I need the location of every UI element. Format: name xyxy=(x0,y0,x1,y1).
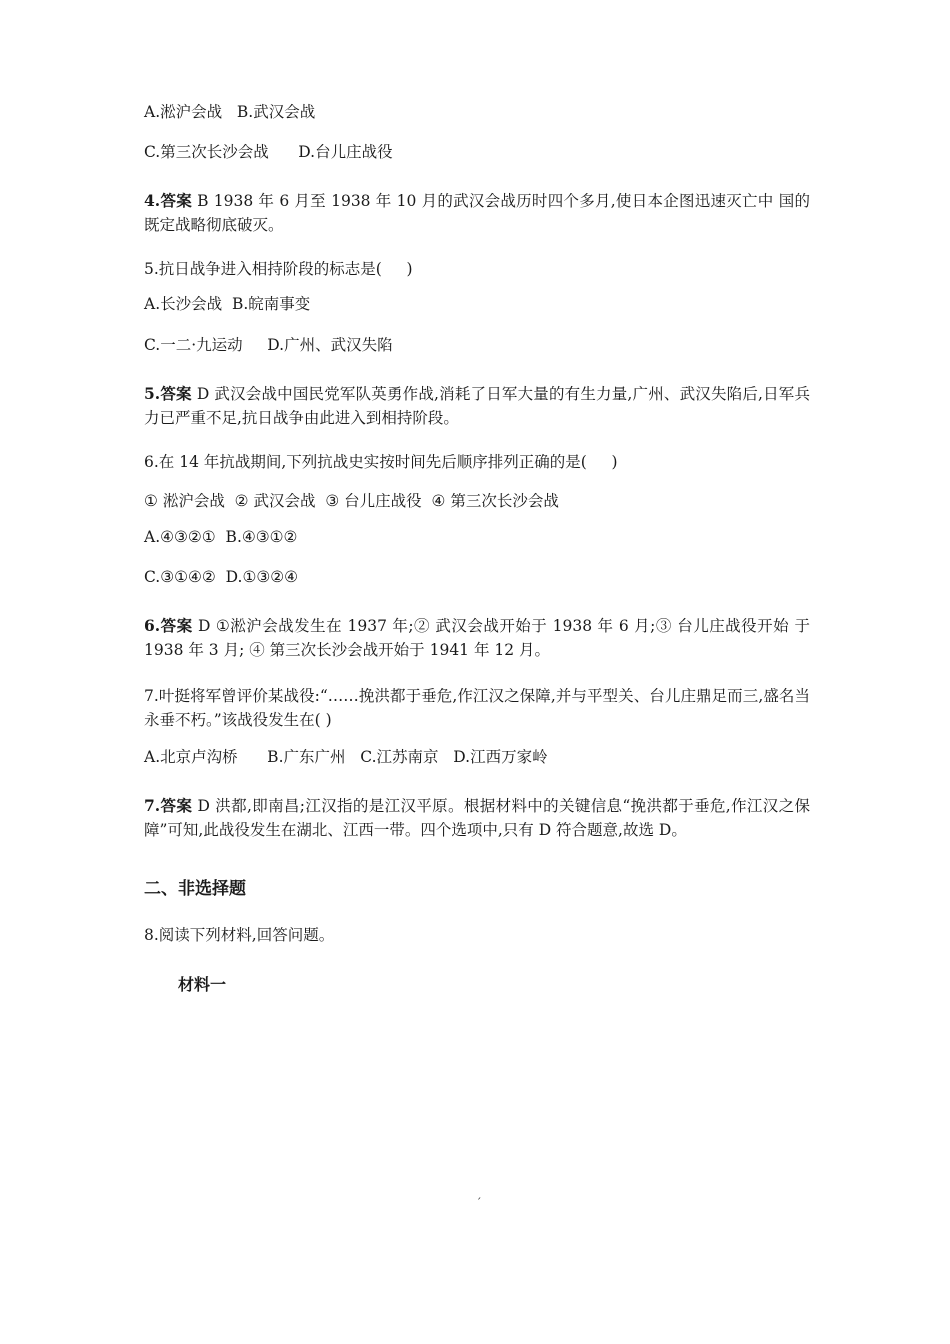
answer-4-text: B 1938 年 6 月至 1938 年 10 月的武汉会战历时四个多月,使日本企图迅速灭亡中 国的既定战略彻底破灭。 xyxy=(144,192,810,234)
answer-7 xyxy=(144,794,810,842)
answer-4 xyxy=(144,189,810,237)
q6-options-ab: A.④③②① B.④③①② xyxy=(144,528,298,546)
answer-5 xyxy=(144,382,810,430)
answer-6-label: 6.答案 xyxy=(144,616,193,635)
answer-5-text: D 武汉会战中国民党军队英勇作战,消耗了日军大量的有生力量,广州、武汉失陷后,日军兵力已严重不足,抗日战争由此进入到相持阶段。 xyxy=(144,385,810,427)
answer-7-text: D 洪都,即南昌;江汉指的是江汉平原。根据材料中的关键信息“挽洪都于垂危,作江汉之保障”可知,此战役发生在湖北、江西一带。四个选项中,只有 D 符合题意,故选 D。 xyxy=(144,797,810,839)
q7-options: A.北京卢沟桥 B.广东广州 C.江苏南京 D.江西万家岭 xyxy=(144,748,548,766)
answer-4-label: 4.答案 xyxy=(144,191,192,210)
answer-6 xyxy=(144,614,810,662)
q5-stem: 5.抗日战争进入相持阶段的标志是( ) xyxy=(144,260,413,278)
q5-options-cd: C.一二·九运动 D.广州、武汉失陷 xyxy=(144,336,393,354)
q6-items: ① 淞沪会战 ② 武汉会战 ③ 台儿庄战役 ④ 第三次长沙会战 xyxy=(144,492,559,510)
material-1-label: 材料一 xyxy=(178,975,227,994)
q8-stem: 8.阅读下列材料,回答问题。 xyxy=(144,926,335,944)
section-2-title: 二、非选择题 xyxy=(144,879,246,899)
q6-stem: 6.在 14 年抗战期间,下列抗战史实按时间先后顺序排列正确的是( ) xyxy=(144,453,618,471)
footer-mark: ˊ xyxy=(476,1196,482,1209)
q3-options-ab: A.淞沪会战 B.武汉会战 xyxy=(144,103,316,121)
q7-stem: 7.叶挺将军曾评价某战役:“……挽洪都于垂危,作江汉之保障,并与平型关、台儿庄鼎足而三,盛名当永垂不朽。”该战役发生在( ) xyxy=(144,687,810,729)
answer-5-label: 5.答案 xyxy=(144,384,192,403)
q5-options-ab: A.长沙会战 B.皖南事变 xyxy=(144,295,311,313)
answer-7-label: 7.答案 xyxy=(144,796,193,815)
q6-options-cd: C.③①④② D.①③②④ xyxy=(144,568,299,586)
answer-6-text: D ①淞沪会战发生在 1937 年;② 武汉会战开始于 1938 年 6 月;③ 台儿庄战役开始 于 1938 年 3 月; ④ 第三次长沙会战开始于 1941 年 12 月。 xyxy=(144,617,810,659)
q3-options-cd: C.第三次长沙会战 D.台儿庄战役 xyxy=(144,143,393,161)
